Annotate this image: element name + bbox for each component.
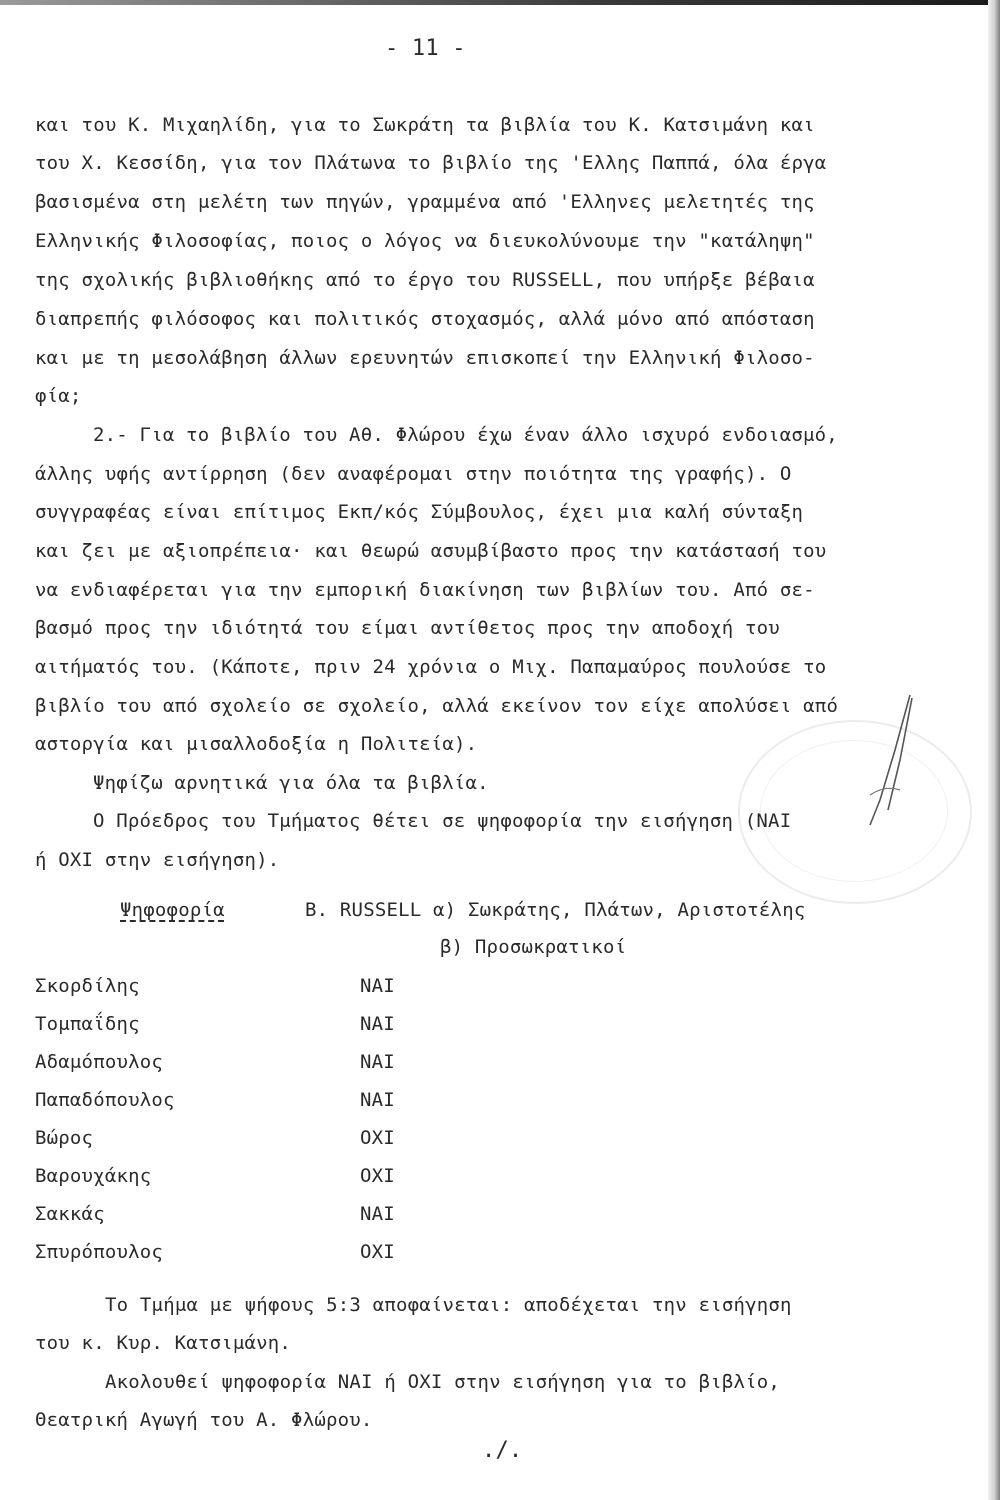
voter-name: Σπυρόπουλος [35,1241,164,1263]
paragraph-2-line-4: και ζει με αξιοπρέπεια· και θεωρώ ασυμβίβαστο προς την κατάστασή του [35,540,827,562]
next-vote-line-2: Θεατρική Αγωγή του Α. Φλώρου. [35,1409,373,1431]
voter-vote: ΝΑΙ [360,975,395,997]
paragraph-2-line-2: άλλης υφής αντίρρηση (δεν αναφέρομαι στην ποιότητα της γραφής). Ο [35,463,792,485]
voter-name: Παπαδόπουλος [35,1089,175,1111]
vote-subject-line-1: Β. RUSSELL α) Σωκράτης, Πλάτων, Αριστοτέλης [305,899,806,921]
paragraph-4-line-2: ή ΟΧΙ στην εισήγηση). [35,849,280,871]
paragraph-2-line-9: αστοργία και μισαλλοδοξία η Πολιτεία). [35,733,478,755]
paragraph-1-line-4: Ελληνικής Φιλοσοφίας, ποιος ο λόγος να διευκολύνουμε την "κατάληψη" [35,230,815,252]
voter-vote: ΟΧΙ [360,1241,395,1263]
paragraph-2-line-1: 2.- Για το βιβλίο του Αθ. Φλώρου έχω έναν άλλο ισχυρό ενδοιασμό, [93,424,838,446]
voter-vote: ΟΧΙ [360,1165,395,1187]
paragraph-1-line-3: βασισμένα στη μελέτη των πηγών, γραμμένα από 'Ελληνες μελετητές της [35,191,815,213]
voter-name: Αδαμόπουλος [35,1051,164,1073]
paragraph-2-line-6: βασμό προς την ιδιότητά του είμαι αντίθετος προς την αποδοχή του [35,617,780,639]
result-line-1: Το Τμήμα με ψήφους 5:3 αποφαίνεται: αποδέχεται την εισήγηση [105,1294,792,1316]
page-number: - 11 - [385,36,466,61]
paragraph-2-line-8: βιβλίο του από σχολείο σε σχολείο, αλλά εκείνον τον είχε απολύσει από [35,695,839,717]
voter-name: Βαρουχάκης [35,1165,152,1187]
signature-mark [840,690,940,830]
continuation-mark: ./. [482,1438,523,1463]
voter-vote: ΝΑΙ [360,1051,395,1073]
paragraph-4-line-1: Ο Πρόεδρος του Τμήματος θέτει σε ψηφοφορία την εισήγηση (ΝΑΙ [93,810,792,832]
voter-vote: ΝΑΙ [360,1203,395,1225]
next-vote-line-1: Ακολουθεί ψηφοφορία ΝΑΙ ή ΟΧΙ στην εισήγηση για το βιβλίο, [105,1371,781,1393]
result-line-2: του κ. Κυρ. Κατσιμάνη. [35,1332,292,1354]
vote-heading: Ψηφοφορία [120,899,225,921]
voter-name: Τομπαΐδης [35,1013,140,1035]
voter-name: Σκορδίλης [35,975,140,997]
paragraph-2-line-3: συγγραφέας είναι επίτιμος Εκπ/κός Σύμβουλος, έχει μια καλή σύνταξη [35,501,804,523]
paragraph-1-line-1: και του Κ. Μιχαηλίδη, για το Σωκράτη τα βιβλία του Κ. Κατσιμάνη και [35,114,815,136]
voter-vote: ΝΑΙ [360,1089,395,1111]
vote-subject-line-2: β) Προσωκρατικοί [440,936,627,958]
paragraph-2-line-5: να ενδιαφέρεται για την εμπορική διακίνηση των βιβλίων του. Από σε- [35,579,815,601]
paragraph-2-line-7: αιτήματός του. (Κάποτε, πριν 24 χρόνια ο Μιχ. Παπαμαύρος πουλούσε το [35,656,827,678]
paragraph-1-line-8: φία; [35,385,82,407]
paragraph-1-line-7: και με τη μεσολάβηση άλλων ερευνητών επισκοπεί την Ελληνική Φιλοσο- [35,347,815,369]
voter-vote: ΝΑΙ [360,1013,395,1035]
voter-vote: ΟΧΙ [360,1127,395,1149]
voter-name: Σακκάς [35,1203,105,1225]
paragraph-1-line-2: του Χ. Κεσσίδη, για τον Πλάτωνα το βιβλίο της 'Ελλης Παππά, όλα έργα [35,152,827,174]
paragraph-1-line-6: διαπρεπής φιλόσοφος και πολιτικός στοχασμός, αλλά μόνο από απόσταση [35,308,815,330]
paragraph-3-line-1: Ψηφίζω αρνητικά για όλα τα βιβλία. [93,772,489,794]
paragraph-1-line-5: της σχολικής βιβλιοθήκης από το έργο του RUSSELL, που υπήρξε βέβαια [35,269,815,291]
voter-name: Βώρος [35,1127,94,1149]
